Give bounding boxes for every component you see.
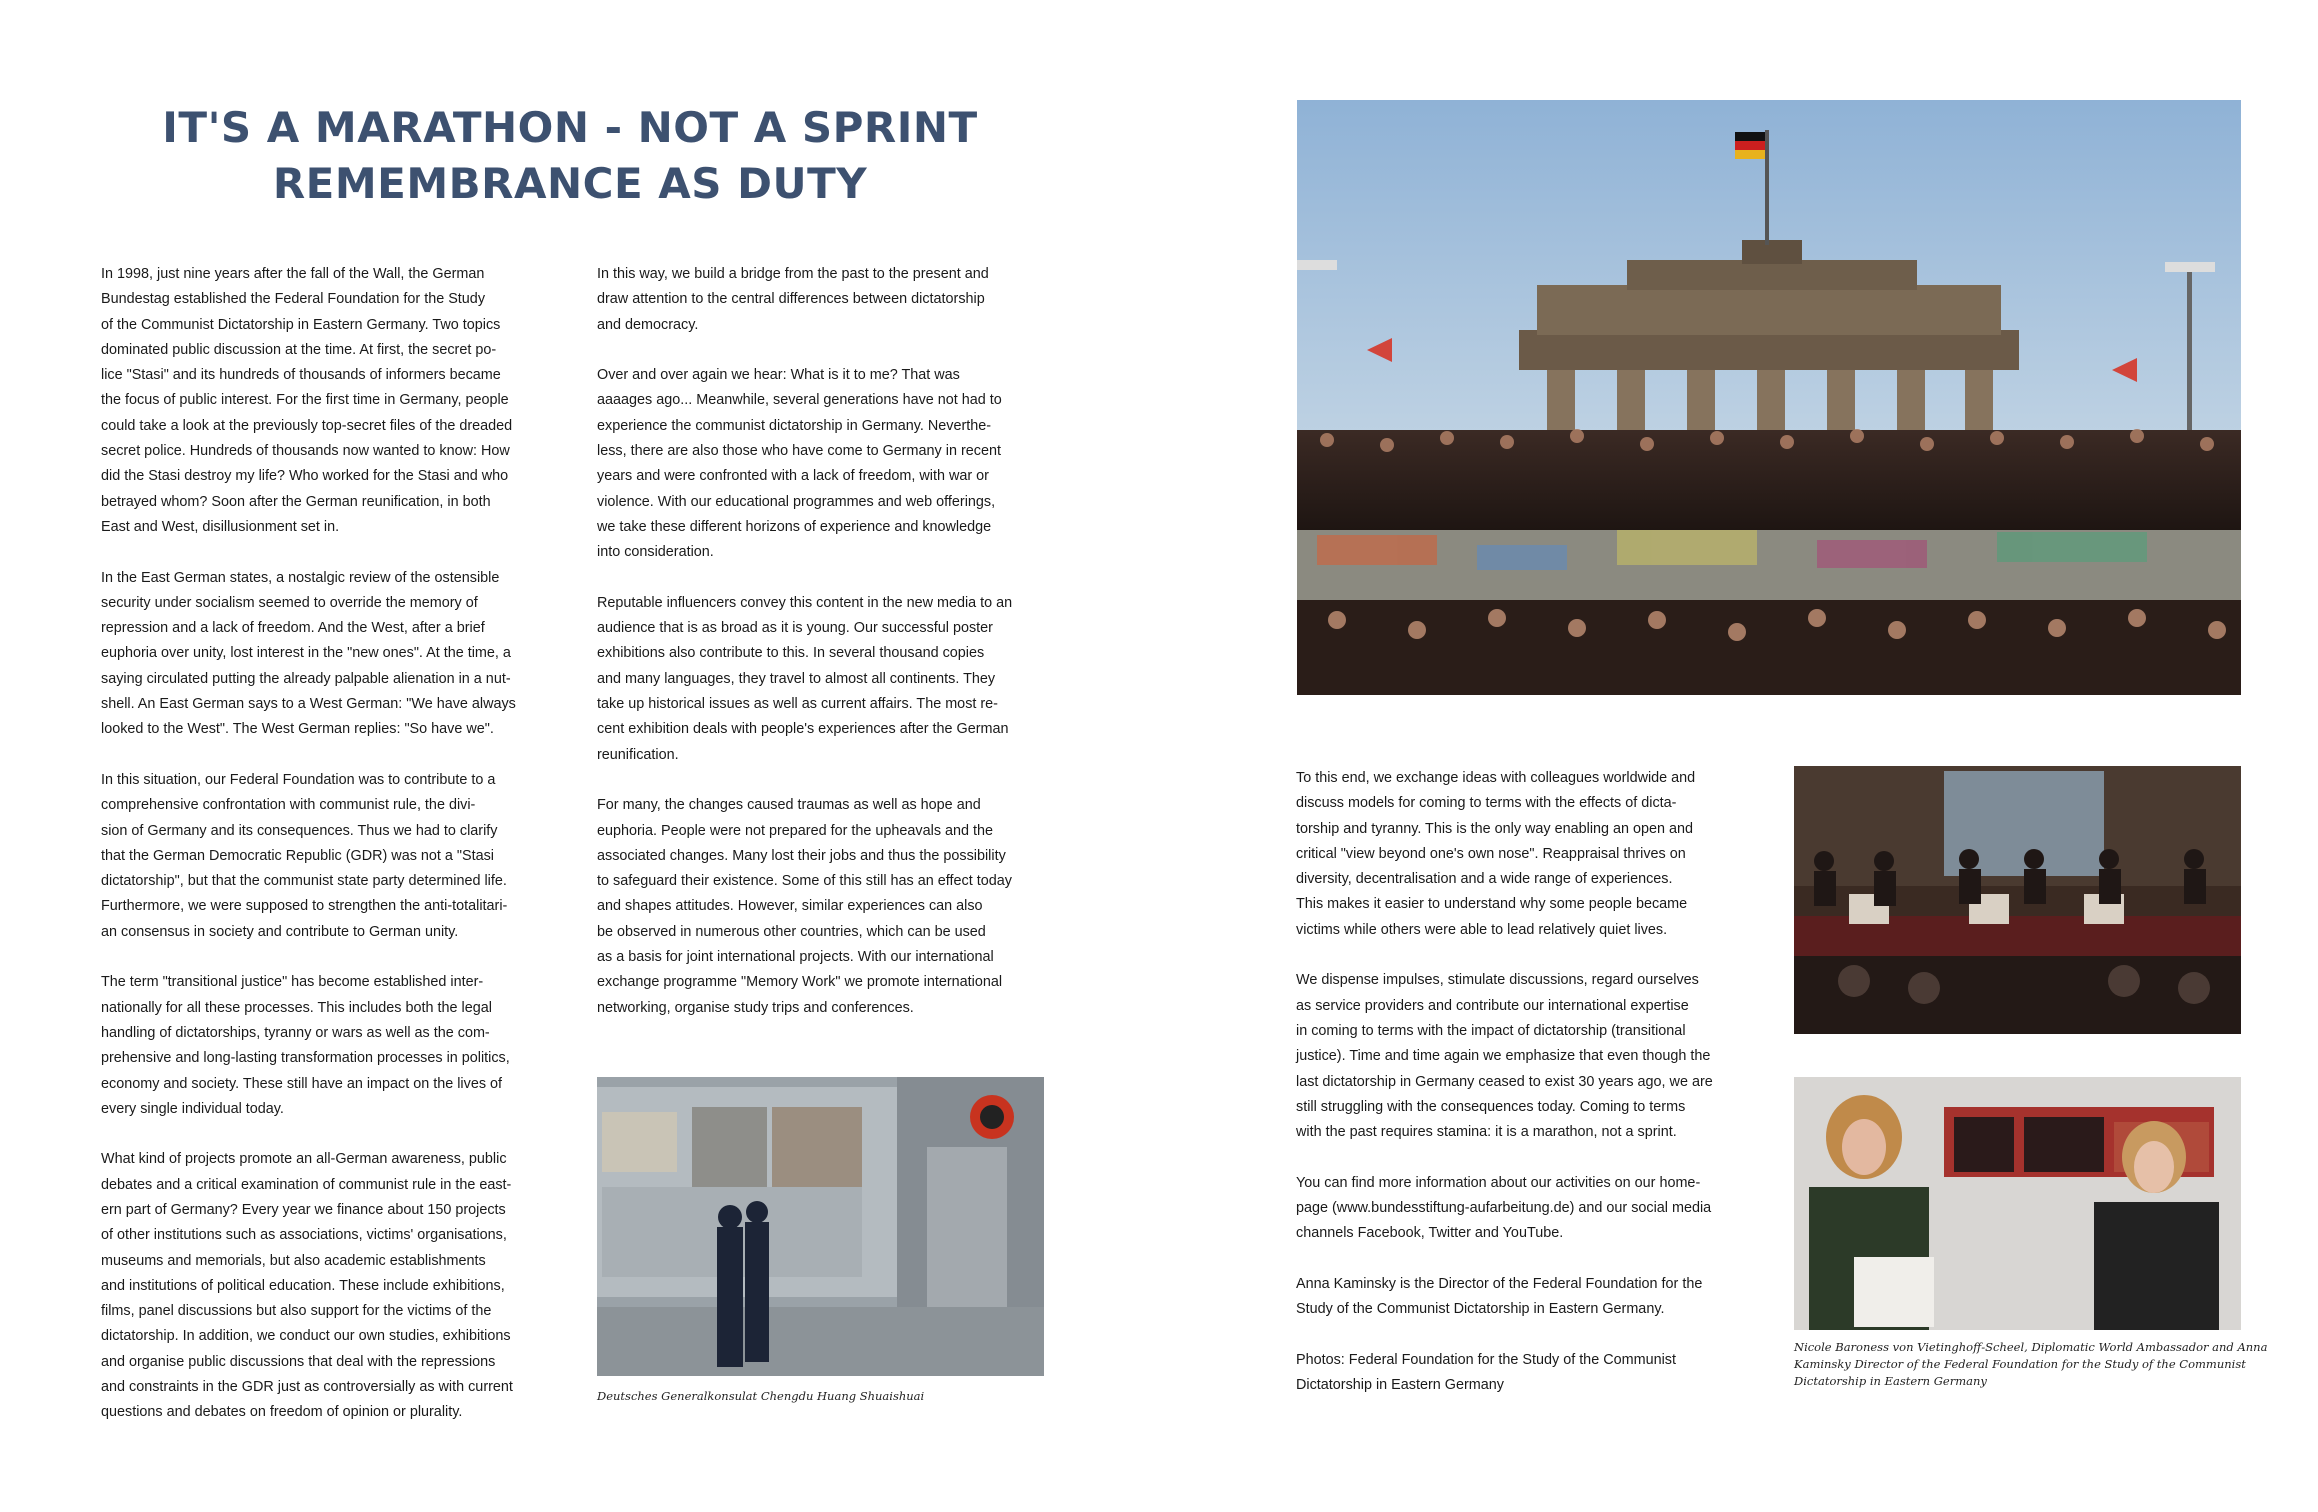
text-line: In the East German states, a nostalgic review of the ostensible xyxy=(101,569,500,586)
portrait-photo-caption xyxy=(1794,1339,2267,1390)
text-line: audience that is as broad as it is young. Our successful poster xyxy=(597,620,993,637)
paragraph xyxy=(101,970,561,1122)
text-line: draw attention to the central differences between dictatorship xyxy=(597,291,985,308)
text-line: and many languages, they travel to almost all continents. They xyxy=(597,670,996,687)
text-line: an consensus in society and contribute to German unity. xyxy=(101,923,459,940)
text-line: Dictatorship in Eastern Germany xyxy=(1296,1377,1504,1394)
text-line: In this way, we build a bridge from the past to the present and xyxy=(597,266,989,282)
text-line: Bundestag established the Federal Foundation for the Study xyxy=(101,291,486,308)
text-line: Anna Kaminsky is the Director of the Federal Foundation for the xyxy=(1296,1275,1703,1292)
text-line: of the Communist Dictatorship in Eastern Germany. Two topics xyxy=(101,316,501,333)
text-line: euphoria. People were not prepared for the upheavals and the xyxy=(597,822,994,839)
text-line: betrayed whom? Soon after the German reunification, in both xyxy=(101,493,491,510)
text-line: in coming to terms with the impact of dictatorship (transitional xyxy=(1296,1022,1686,1039)
text-line: dictatorship", but that the communist state party determined life. xyxy=(101,873,507,890)
text-line: This makes it easier to understand why some people became xyxy=(1296,896,1688,913)
text-line: security under socialism seemed to override the memory of xyxy=(101,594,478,611)
paragraph xyxy=(597,363,1057,565)
text-column-2 xyxy=(597,262,1057,1021)
text-line: nationally for all these processes. This includes both the legal xyxy=(101,999,492,1016)
paragraph xyxy=(597,793,1057,1021)
paragraph xyxy=(597,591,1057,768)
exhibition-photo xyxy=(597,1077,1044,1376)
text-line: discuss models for coming to terms with the effects of dicta- xyxy=(1296,795,1677,812)
text-line: Study of the Communist Dictatorship in Eastern Germany. xyxy=(1296,1301,1665,1318)
text-line: justice). Time and time again we emphasize that even though the xyxy=(1296,1048,1711,1065)
text-line: We dispense impulses, stimulate discussions, regard ourselves xyxy=(1296,972,1699,989)
text-line: and shapes attitudes. However, similar experiences can also xyxy=(597,898,983,915)
text-line: every single individual today. xyxy=(101,1100,284,1117)
text-line: and institutions of political education. These include exhibitions, xyxy=(101,1277,505,1294)
title-line-1: IT'S A MARATHON - NOT A SPRINT xyxy=(162,103,978,152)
text-line: ern part of Germany? Every year we finance about 150 projects xyxy=(101,1201,506,1218)
text-line: could take a look at the previously top-secret files of the dreaded xyxy=(101,417,513,434)
text-line: channels Facebook, Twitter and YouTube. xyxy=(1296,1225,1564,1242)
portrait-photo xyxy=(1794,1077,2241,1330)
text-column-3 xyxy=(1296,766,1756,1398)
text-line: last dictatorship in Germany ceased to exist 30 years ago, we are xyxy=(1296,1073,1713,1090)
text-line: as service providers and contribute our international expertise xyxy=(1296,997,1689,1014)
brandenburg-gate-photo xyxy=(1297,100,2241,695)
exhibition-photo-caption xyxy=(597,1388,924,1405)
paragraph xyxy=(101,1147,561,1425)
text-line: East and West, disillusionment set in. xyxy=(101,518,340,535)
text-line: shell. An East German says to a West German: "We have always xyxy=(101,696,516,713)
text-line: dominated public discussion at the time. At first, the secret po- xyxy=(101,341,497,358)
text-line: experience the communist dictatorship in Germany. Neverthe- xyxy=(597,417,992,434)
paragraph xyxy=(1296,1171,1756,1247)
text-line: critical "view beyond one's own nose". Reappraisal thrives on xyxy=(1296,845,1686,862)
text-line: page (www.bundesstiftung-aufarbeitung.de) and our social media xyxy=(1296,1200,1712,1217)
text-line: networking, organise study trips and conferences. xyxy=(597,999,914,1016)
caption-line: Kaminsky Director of the Federal Foundation for the Study of the Communist xyxy=(1794,1357,2246,1371)
text-line: films, panel discussions but also support for the victims of the xyxy=(101,1303,492,1320)
text-line: torship and tyranny. This is the only way enabling an open and xyxy=(1296,820,1694,837)
text-line: diversity, decentralisation and a wide range of experiences. xyxy=(1296,871,1673,888)
page-title xyxy=(100,100,1040,212)
text-line: exchange programme "Memory Work" we promote international xyxy=(597,974,1003,991)
paragraph xyxy=(101,768,561,945)
text-line: sion of Germany and its consequences. Thus we had to clarify xyxy=(101,822,498,839)
text-line: museums and memorials, but also academic establishments xyxy=(101,1252,486,1269)
text-line: Over and over again we hear: What is it to me? That was xyxy=(597,367,960,384)
paragraph xyxy=(101,566,561,743)
text-line: with the past requires stamina: it is a marathon, not a sprint. xyxy=(1296,1124,1677,1141)
text-line: repression and a lack of freedom. And the West, after a brief xyxy=(101,620,485,637)
paragraph xyxy=(597,262,1057,338)
text-line: cent exhibition deals with people's experiences after the German xyxy=(597,721,1009,738)
text-line: less, there are also those who have come to Germany in recent xyxy=(597,443,1001,460)
paragraph xyxy=(1296,766,1756,943)
text-line: economy and society. These still have an impact on the lives of xyxy=(101,1075,503,1092)
text-line: still struggling with the consequences today. Coming to terms xyxy=(1296,1098,1686,1115)
caption-line: Deutsches Generalkonsulat Chengdu Huang Shuaishuai xyxy=(597,1389,925,1403)
panel-discussion-photo xyxy=(1794,766,2241,1034)
text-line: What kind of projects promote an all-German awareness, public xyxy=(101,1151,507,1168)
text-line: did the Stasi destroy my life? Who worked for the Stasi and who xyxy=(101,468,509,485)
text-line: looked to the West". The West German replies: "So have we". xyxy=(101,721,494,738)
text-line: and organise public discussions that deal with the repressions xyxy=(101,1353,496,1370)
text-line: In 1998, just nine years after the fall of the Wall, the German xyxy=(101,266,485,282)
text-line: handling of dictatorships, tyranny or wars as well as the com- xyxy=(101,1024,490,1041)
paragraph xyxy=(101,262,561,540)
text-line: Furthermore, we were supposed to strengthen the anti-totalitari- xyxy=(101,898,508,915)
text-line: euphoria over unity, lost interest in the "new ones". At the time, a xyxy=(101,645,511,662)
text-line: reunification. xyxy=(597,746,679,763)
text-line: lice "Stasi" and its hundreds of thousands of informers became xyxy=(101,367,501,384)
text-line: associated changes. Many lost their jobs and thus the possibility xyxy=(597,847,1006,864)
text-line: we take these different horizons of experience and knowledge xyxy=(597,518,992,535)
text-line: The term "transitional justice" has become established inter- xyxy=(101,974,484,991)
text-line: the focus of public interest. For the first time in Germany, people xyxy=(101,392,509,409)
text-line: Reputable influencers convey this content in the new media to an xyxy=(597,594,1013,611)
text-line: take up historical issues as well as current affairs. The most re- xyxy=(597,696,998,713)
caption-line: Nicole Baroness von Vietinghoff-Scheel, Diplomatic World Ambassador and Anna xyxy=(1794,1340,2268,1354)
text-line: questions and debates on freedom of opinion or plurality. xyxy=(101,1404,463,1421)
text-line: years and were confronted with a lack of freedom, with war or xyxy=(597,468,989,485)
text-line: prehensive and long-lasting transformation processes in politics, xyxy=(101,1050,510,1067)
text-line: violence. With our educational programmes and web offerings, xyxy=(597,493,996,510)
paragraph xyxy=(1296,1272,1756,1323)
text-line: saying circulated putting the already palpable alienation in a nut- xyxy=(101,670,511,687)
text-line: that the German Democratic Republic (GDR) was not a "Stasi xyxy=(101,847,495,864)
text-line: comprehensive confrontation with communist rule, the divi- xyxy=(101,797,476,814)
text-line: To this end, we exchange ideas with colleagues worldwide and xyxy=(1296,770,1696,786)
text-column-1 xyxy=(101,262,561,1426)
text-line: Photos: Federal Foundation for the Study of the Communist xyxy=(1296,1351,1676,1368)
text-line: secret police. Hundreds of thousands now wanted to know: How xyxy=(101,443,510,460)
text-line: as a basis for joint international projects. With our international xyxy=(597,949,994,966)
title-line-2: REMEMBRANCE AS DUTY xyxy=(272,159,868,208)
paragraph xyxy=(1296,1348,1756,1399)
text-line: aaaages ago... Meanwhile, several generations have not had to xyxy=(597,392,1002,409)
text-line: dictatorship. In addition, we conduct our own studies, exhibitions xyxy=(101,1328,511,1345)
paragraph xyxy=(1296,968,1756,1145)
text-line: For many, the changes caused traumas as well as hope and xyxy=(597,797,981,814)
text-line: exhibitions also contribute to this. In several thousand copies xyxy=(597,645,985,662)
text-line: be observed in numerous other countries, which can be used xyxy=(597,923,986,940)
text-line: In this situation, our Federal Foundation was to contribute to a xyxy=(101,771,496,788)
text-line: and democracy. xyxy=(597,316,699,333)
text-line: and constraints in the GDR just as controversially as with current xyxy=(101,1379,513,1396)
caption-line: Dictatorship in Eastern Germany xyxy=(1794,1374,1987,1388)
text-line: debates and a critical examination of communist rule in the east- xyxy=(101,1176,512,1193)
text-line: of other institutions such as associations, victims' organisations, xyxy=(101,1227,507,1244)
text-line: to safeguard their existence. Some of this still has an effect today xyxy=(597,873,1012,890)
text-line: victims while others were able to lead relatively quiet lives. xyxy=(1296,921,1668,938)
text-line: You can find more information about our activities on our home- xyxy=(1296,1174,1701,1191)
text-line: into consideration. xyxy=(597,544,714,561)
